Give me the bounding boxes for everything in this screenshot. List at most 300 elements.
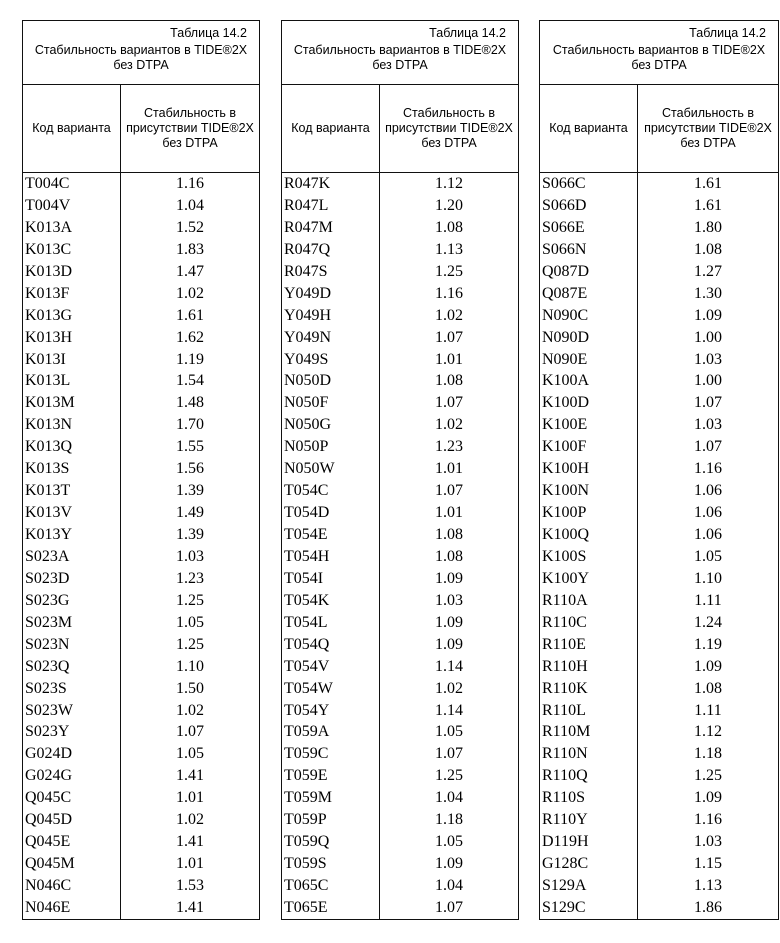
table-title: Стабильность вариантов в TIDE®2X без DTPA	[293, 43, 507, 72]
stability-value-cell: 1.08	[694, 679, 722, 697]
table-row	[540, 897, 778, 919]
table-row	[540, 502, 778, 524]
stability-value-cell: 1.04	[176, 196, 204, 214]
table-row	[23, 809, 259, 831]
variant-code-cell: T054L	[282, 612, 380, 634]
stability-value-cell: 1.20	[435, 196, 463, 214]
stability-value-cell: 1.56	[176, 460, 204, 478]
variant-code-cell: R110M	[540, 721, 638, 743]
table-body	[282, 173, 518, 919]
table-row	[540, 349, 778, 371]
stability-header: Стабильность в присутствии TIDE®2X без DTPA	[644, 106, 772, 150]
table-row	[23, 458, 259, 480]
table-row	[23, 853, 259, 875]
stability-value-cell: 1.61	[694, 175, 722, 192]
table-row	[23, 568, 259, 590]
table-row	[282, 195, 518, 217]
variant-code-cell: S023M	[23, 612, 121, 634]
table-row	[540, 414, 778, 436]
table-row	[540, 261, 778, 283]
variant-code-cell: N050F	[282, 392, 380, 414]
table-row	[282, 809, 518, 831]
variant-code-cell: K100E	[540, 414, 638, 436]
stability-value-cell: 1.48	[176, 394, 204, 412]
table-row	[23, 787, 259, 809]
table-row	[540, 239, 778, 261]
table-row	[540, 612, 778, 634]
variant-code-cell: T065E	[282, 897, 380, 919]
table-row	[282, 721, 518, 743]
table-row	[540, 458, 778, 480]
variant-code-cell: N090D	[540, 327, 638, 349]
variant-code-cell: T059S	[282, 853, 380, 875]
table-row	[23, 436, 259, 458]
stability-value-cell: 1.62	[176, 328, 204, 346]
table-header	[282, 85, 518, 173]
stability-value-cell: 1.06	[694, 482, 722, 500]
variant-code-cell: N050D	[282, 370, 380, 392]
stability-value-cell: 1.55	[176, 438, 204, 456]
variant-code-cell: N090E	[540, 349, 638, 371]
stability-value-cell: 1.19	[176, 350, 204, 368]
table-row	[540, 524, 778, 546]
variant-code-cell: R110L	[540, 700, 638, 722]
variant-code-cell: R047Q	[282, 239, 380, 261]
table-row	[282, 458, 518, 480]
variant-code-header: Код варианта	[23, 85, 121, 172]
table-body	[540, 173, 778, 919]
stability-value-cell: 1.50	[176, 679, 204, 697]
stability-value-cell: 1.15	[694, 855, 722, 873]
variant-code-cell: T054Y	[282, 700, 380, 722]
stability-value-cell: 1.41	[176, 833, 204, 851]
variant-code-cell: K100N	[540, 480, 638, 502]
stability-value-cell: 1.41	[176, 767, 204, 785]
stability-value-cell: 1.25	[176, 591, 204, 609]
variant-code-cell: K013C	[23, 239, 121, 261]
stability-table-1	[22, 20, 260, 920]
variant-code-cell: T054V	[282, 656, 380, 678]
stability-value-cell: 1.03	[694, 833, 722, 851]
table-caption	[282, 21, 518, 85]
stability-value-cell: 1.02	[435, 306, 463, 324]
table-row	[282, 875, 518, 897]
stability-value-cell: 1.01	[435, 504, 463, 522]
table-row	[540, 305, 778, 327]
variant-code-cell: Q045E	[23, 831, 121, 853]
variant-code-cell: T059E	[282, 765, 380, 787]
stability-value-cell: 1.09	[694, 657, 722, 675]
table-row	[282, 897, 518, 919]
variant-code-cell: K100D	[540, 392, 638, 414]
stability-value-cell: 1.10	[176, 657, 204, 675]
stability-value-cell: 1.09	[694, 306, 722, 324]
stability-value-cell: 1.07	[435, 482, 463, 500]
variant-code-cell: Q045D	[23, 809, 121, 831]
variant-code-cell: K013T	[23, 480, 121, 502]
variant-code-cell: R110Y	[540, 809, 638, 831]
stability-value-cell: 1.47	[176, 262, 204, 280]
stability-value-cell: 1.01	[435, 460, 463, 478]
table-row	[23, 305, 259, 327]
variant-code-cell: Y049H	[282, 305, 380, 327]
variant-code-cell: S023Y	[23, 721, 121, 743]
stability-value-cell: 1.52	[176, 218, 204, 236]
variant-code-cell: K013H	[23, 327, 121, 349]
variant-code-cell: S066D	[540, 195, 638, 217]
table-row	[540, 743, 778, 765]
variant-code-cell: T004V	[23, 195, 121, 217]
stability-value-cell: 1.07	[435, 745, 463, 763]
variant-code-cell: S066N	[540, 239, 638, 261]
variant-code-cell: T054E	[282, 524, 380, 546]
table-row	[23, 217, 259, 239]
table-row	[282, 392, 518, 414]
table-header	[23, 85, 259, 173]
table-body	[23, 173, 259, 919]
stability-value-cell: 1.41	[176, 898, 204, 916]
table-row	[282, 283, 518, 305]
table-row	[23, 743, 259, 765]
table-row	[540, 568, 778, 590]
table-row	[23, 195, 259, 217]
variant-code-cell: G024G	[23, 765, 121, 787]
stability-value-cell: 1.12	[435, 175, 463, 192]
table-row	[282, 831, 518, 853]
table-row	[282, 370, 518, 392]
variant-code-cell: K013G	[23, 305, 121, 327]
variant-code-cell: K100A	[540, 370, 638, 392]
table-row	[23, 656, 259, 678]
table-row	[23, 612, 259, 634]
variant-code-cell: K100P	[540, 502, 638, 524]
table-row	[540, 392, 778, 414]
variant-code-cell: Y049D	[282, 283, 380, 305]
table-row	[540, 787, 778, 809]
stability-value-cell: 1.27	[694, 262, 722, 280]
stability-value-cell: 1.39	[176, 526, 204, 543]
stability-value-cell: 1.06	[694, 526, 722, 543]
table-row	[282, 524, 518, 546]
table-row	[282, 239, 518, 261]
stability-value-cell: 1.07	[435, 394, 463, 412]
table-row	[282, 261, 518, 283]
variant-code-cell: K100H	[540, 458, 638, 480]
variant-code-cell: T004C	[23, 173, 121, 195]
variant-code-cell: R110N	[540, 743, 638, 765]
table-row	[540, 480, 778, 502]
variant-code-cell: S023G	[23, 590, 121, 612]
variant-code-cell: R110H	[540, 656, 638, 678]
variant-code-cell: T059M	[282, 787, 380, 809]
table-row	[540, 656, 778, 678]
table-row	[540, 436, 778, 458]
variant-code-cell: T054K	[282, 590, 380, 612]
table-row	[540, 195, 778, 217]
stability-value-cell: 1.39	[176, 482, 204, 500]
table-row	[540, 370, 778, 392]
table-row	[282, 656, 518, 678]
table-row	[282, 590, 518, 612]
stability-value-cell: 1.25	[176, 635, 204, 653]
stability-value-cell: 1.54	[176, 372, 204, 390]
stability-value-cell: 1.02	[435, 416, 463, 434]
table-row	[282, 502, 518, 524]
table-row	[282, 634, 518, 656]
variant-code-cell: R110S	[540, 787, 638, 809]
stability-value-cell: 1.25	[435, 262, 463, 280]
variant-code-cell: T059A	[282, 721, 380, 743]
variant-code-cell: T054W	[282, 678, 380, 700]
stability-value-cell: 1.02	[176, 701, 204, 719]
variant-code-cell: N050P	[282, 436, 380, 458]
stability-value-cell: 1.03	[176, 547, 204, 565]
table-row	[23, 897, 259, 919]
table-row	[23, 173, 259, 195]
stability-value-cell: 1.02	[176, 811, 204, 829]
table-row	[23, 634, 259, 656]
table-row	[23, 721, 259, 743]
variant-code-cell: S066E	[540, 217, 638, 239]
stability-value-cell: 1.02	[176, 284, 204, 302]
variant-code-cell: S066C	[540, 173, 638, 195]
stability-value-cell: 1.16	[694, 811, 722, 829]
table-row	[282, 700, 518, 722]
variant-code-cell: R110E	[540, 634, 638, 656]
table-row	[282, 568, 518, 590]
table-title: Стабильность вариантов в TIDE®2X без DTPA	[34, 43, 248, 72]
variant-code-cell: R110Q	[540, 765, 638, 787]
table-row	[23, 678, 259, 700]
stability-table-2	[281, 20, 519, 920]
table-row	[23, 327, 259, 349]
variant-code-cell: K013I	[23, 349, 121, 371]
stability-value-cell: 1.49	[176, 504, 204, 522]
stability-value-cell: 1.01	[435, 350, 463, 368]
variant-code-cell: K013S	[23, 458, 121, 480]
table-row	[23, 480, 259, 502]
stability-value-cell: 1.08	[435, 218, 463, 236]
table-row	[540, 590, 778, 612]
table-row	[282, 743, 518, 765]
stability-value-cell: 1.23	[176, 569, 204, 587]
variant-code-cell: N050G	[282, 414, 380, 436]
table-row	[23, 590, 259, 612]
table-row	[282, 436, 518, 458]
stability-value-cell: 1.02	[435, 679, 463, 697]
stability-value-cell: 1.05	[176, 613, 204, 631]
stability-value-cell: 1.16	[435, 284, 463, 302]
variant-code-cell: S023S	[23, 678, 121, 700]
variant-code-cell: R047M	[282, 217, 380, 239]
table-row	[23, 370, 259, 392]
variant-code-cell: T065C	[282, 875, 380, 897]
table-row	[282, 853, 518, 875]
stability-value-cell: 1.04	[435, 789, 463, 807]
stability-value-cell: 1.05	[694, 547, 722, 565]
stability-value-cell: 1.30	[694, 284, 722, 302]
stability-value-cell: 1.14	[435, 701, 463, 719]
table-row	[540, 700, 778, 722]
stability-value-cell: 1.06	[694, 504, 722, 522]
stability-value-cell: 1.18	[694, 745, 722, 763]
table-row	[540, 831, 778, 853]
table-row	[23, 546, 259, 568]
variant-code-cell: T059C	[282, 743, 380, 765]
stability-value-cell: 1.07	[176, 723, 204, 741]
table-row	[540, 853, 778, 875]
stability-value-cell: 1.70	[176, 416, 204, 434]
table-row	[540, 217, 778, 239]
table-row	[540, 765, 778, 787]
variant-code-cell: T054C	[282, 480, 380, 502]
table-row	[23, 239, 259, 261]
table-row	[282, 173, 518, 195]
table-row	[540, 173, 778, 195]
variant-code-cell: R110C	[540, 612, 638, 634]
table-number: Таблица 14.2	[170, 26, 247, 40]
stability-value-cell: 1.14	[435, 657, 463, 675]
table-caption	[540, 21, 778, 85]
variant-code-cell: R110K	[540, 678, 638, 700]
variant-code-cell: N050W	[282, 458, 380, 480]
table-row	[282, 305, 518, 327]
variant-code-cell: K013V	[23, 502, 121, 524]
variant-code-cell: Y049S	[282, 349, 380, 371]
variant-code-cell: N090C	[540, 305, 638, 327]
table-row	[540, 634, 778, 656]
variant-code-cell: R047S	[282, 261, 380, 283]
variant-code-cell: K100F	[540, 436, 638, 458]
table-row	[282, 349, 518, 371]
table-row	[282, 678, 518, 700]
table-row	[540, 809, 778, 831]
variant-code-cell: S129A	[540, 875, 638, 897]
stability-value-cell: 1.09	[435, 613, 463, 631]
variant-code-cell: K013Y	[23, 524, 121, 546]
stability-value-cell: 1.24	[694, 613, 722, 631]
stability-value-cell: 1.09	[435, 569, 463, 587]
table-number: Таблица 14.2	[429, 26, 506, 40]
table-row	[23, 349, 259, 371]
table-row	[23, 524, 259, 546]
variant-code-cell: D119H	[540, 831, 638, 853]
stability-value-cell: 1.05	[176, 745, 204, 763]
variant-code-cell: Q045M	[23, 853, 121, 875]
table-title: Стабильность вариантов в TIDE®2X без DTPA	[552, 43, 766, 72]
stability-value-cell: 1.03	[694, 416, 722, 434]
stability-value-cell: 1.00	[694, 328, 722, 346]
stability-value-cell: 1.61	[176, 306, 204, 324]
stability-value-cell: 1.86	[694, 898, 722, 916]
table-row	[282, 765, 518, 787]
stability-value-cell: 1.01	[176, 855, 204, 873]
stability-value-cell: 1.05	[435, 723, 463, 741]
variant-code-cell: N046C	[23, 875, 121, 897]
stability-value-cell: 1.04	[435, 877, 463, 894]
table-row	[23, 831, 259, 853]
table-row	[282, 327, 518, 349]
variant-code-cell: Q087E	[540, 283, 638, 305]
table-row	[282, 612, 518, 634]
stability-value-cell: 1.01	[176, 789, 204, 807]
stability-value-cell: 1.03	[694, 350, 722, 368]
variant-code-cell: T059P	[282, 809, 380, 831]
variant-code-cell: K013Q	[23, 436, 121, 458]
table-row	[540, 283, 778, 305]
table-row	[23, 765, 259, 787]
stability-value-cell: 1.16	[694, 460, 722, 478]
table-header	[540, 85, 778, 173]
variant-code-cell: S023D	[23, 568, 121, 590]
stability-value-cell: 1.25	[435, 767, 463, 785]
table-caption	[23, 21, 259, 85]
stability-value-cell: 1.80	[694, 218, 722, 236]
variant-code-cell: G128C	[540, 853, 638, 875]
stability-value-cell: 1.05	[435, 833, 463, 851]
variant-code-cell: R110A	[540, 590, 638, 612]
table-number: Таблица 14.2	[689, 26, 766, 40]
variant-code-cell: K013D	[23, 261, 121, 283]
variant-code-cell: R047L	[282, 195, 380, 217]
table-row	[23, 700, 259, 722]
stability-value-cell: 1.61	[694, 196, 722, 214]
variant-code-cell: T059Q	[282, 831, 380, 853]
stability-value-cell: 1.23	[435, 438, 463, 456]
stability-value-cell: 1.09	[435, 855, 463, 873]
stability-value-cell: 1.09	[435, 635, 463, 653]
stability-value-cell: 1.13	[694, 877, 722, 894]
stability-value-cell: 1.12	[694, 723, 722, 741]
table-row	[23, 502, 259, 524]
variant-code-cell: S129C	[540, 897, 638, 919]
table-row	[23, 875, 259, 897]
stability-value-cell: 1.09	[694, 789, 722, 807]
table-row	[282, 546, 518, 568]
stability-header: Стабильность в присутствии TIDE®2X без DTPA	[126, 106, 254, 150]
table-row	[540, 875, 778, 897]
variant-code-cell: T054I	[282, 568, 380, 590]
stability-header: Стабильность в присутствии TIDE®2X без DTPA	[385, 106, 513, 150]
stability-table-3	[539, 20, 779, 920]
variant-code-cell: K013F	[23, 283, 121, 305]
stability-value-cell: 1.83	[176, 240, 204, 258]
variant-code-cell: T054Q	[282, 634, 380, 656]
variant-code-cell: T054H	[282, 546, 380, 568]
stability-value-cell: 1.13	[435, 240, 463, 258]
stability-value-cell: 1.08	[435, 526, 463, 543]
variant-code-cell: R047K	[282, 173, 380, 195]
variant-code-cell: T054D	[282, 502, 380, 524]
stability-value-cell: 1.07	[694, 394, 722, 412]
table-row	[23, 283, 259, 305]
stability-value-cell: 1.19	[694, 635, 722, 653]
table-row	[23, 414, 259, 436]
stability-value-cell: 1.10	[694, 569, 722, 587]
variant-code-header: Код варианта	[540, 85, 638, 172]
variant-code-cell: S023A	[23, 546, 121, 568]
variant-code-cell: S023Q	[23, 656, 121, 678]
stability-value-cell: 1.08	[435, 547, 463, 565]
variant-code-cell: K100S	[540, 546, 638, 568]
table-row	[23, 261, 259, 283]
stability-value-cell: 1.07	[435, 898, 463, 916]
stability-value-cell: 1.11	[694, 591, 722, 609]
table-row	[540, 678, 778, 700]
stability-value-cell: 1.08	[435, 372, 463, 390]
stability-value-cell: 1.53	[176, 877, 204, 894]
table-row	[540, 721, 778, 743]
